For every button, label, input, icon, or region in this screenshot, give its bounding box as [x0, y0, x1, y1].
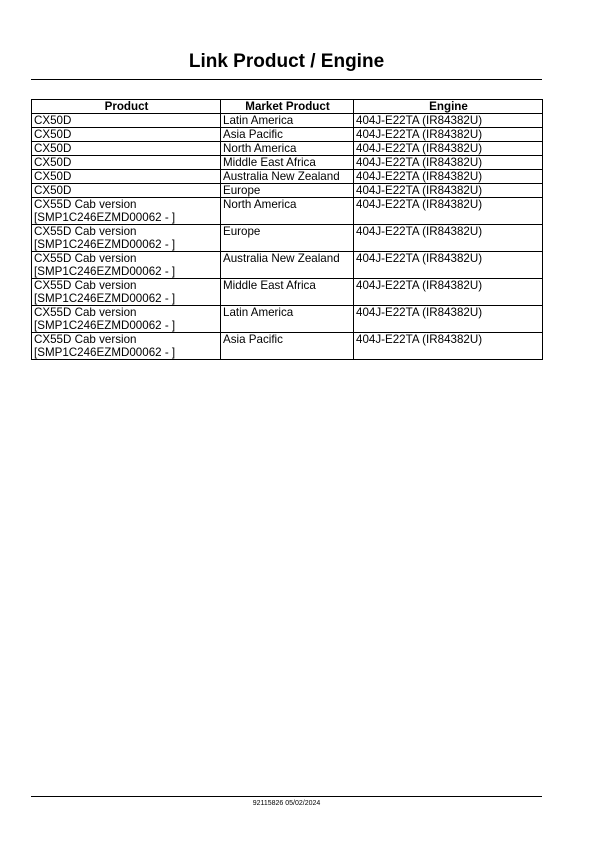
table-row: [32, 142, 543, 156]
table-row: [32, 184, 543, 198]
cell-engine: 404J-E22TA (IR84382U): [354, 333, 543, 360]
cell-product: [32, 333, 221, 360]
cell-product: [32, 279, 221, 306]
product-name: CX50D: [34, 156, 72, 169]
cell-engine: 404J-E22TA (IR84382U): [354, 184, 543, 198]
cell-product: [32, 156, 221, 170]
cell-engine: 404J-E22TA (IR84382U): [354, 198, 543, 225]
cell-engine: 404J-E22TA (IR84382U): [354, 156, 543, 170]
cell-market-product: Middle East Africa: [221, 279, 354, 306]
cell-engine: 404J-E22TA (IR84382U): [354, 225, 543, 252]
product-serial-range: [SMP1C246EZMD00062 - ]: [34, 265, 176, 278]
cell-market-product: Europe: [221, 184, 354, 198]
table-header-row: [32, 100, 543, 114]
cell-market-product: Middle East Africa: [221, 156, 354, 170]
product-name: CX50D: [34, 114, 72, 127]
table-row: [32, 225, 543, 252]
product-name: CX50D: [34, 184, 72, 197]
cell-engine: 404J-E22TA (IR84382U): [354, 252, 543, 279]
cell-product: [32, 142, 221, 156]
product-serial-range: [SMP1C246EZMD00062 - ]: [34, 292, 176, 305]
cell-market-product: Europe: [221, 225, 354, 252]
cell-market-product: Latin America: [221, 306, 354, 333]
cell-engine: 404J-E22TA (IR84382U): [354, 279, 543, 306]
cell-market-product: Australia New Zealand: [221, 170, 354, 184]
table-row: [32, 252, 543, 279]
cell-market-product: Asia Pacific: [221, 128, 354, 142]
table-row: [32, 198, 543, 225]
cell-market-product: Australia New Zealand: [221, 252, 354, 279]
product-name: CX55D Cab version: [34, 225, 137, 238]
page-title: Link Product / Engine: [188, 51, 385, 72]
product-name: CX55D Cab version: [34, 279, 137, 292]
cell-product: [32, 128, 221, 142]
cell-product: [32, 170, 221, 184]
cell-engine: 404J-E22TA (IR84382U): [354, 114, 543, 128]
cell-engine: 404J-E22TA (IR84382U): [354, 306, 543, 333]
product-name: CX50D: [34, 142, 72, 155]
header-product: Product: [32, 100, 221, 114]
footer-divider: [31, 796, 542, 797]
table-row: [32, 114, 543, 128]
footer-doc-id: 92115826 05/02/2024: [252, 800, 321, 807]
cell-market-product: Latin America: [221, 114, 354, 128]
product-engine-table: [31, 99, 543, 360]
header-market-product: Market Product: [221, 100, 354, 114]
cell-market-product: Asia Pacific: [221, 333, 354, 360]
table-row: [32, 170, 543, 184]
cell-product: [32, 252, 221, 279]
product-name: CX55D Cab version: [34, 306, 137, 319]
product-name: CX55D Cab version: [34, 252, 137, 265]
cell-product: [32, 306, 221, 333]
table-row: [32, 306, 543, 333]
product-name: CX55D Cab version: [34, 198, 137, 211]
cell-product: [32, 114, 221, 128]
product-serial-range: [SMP1C246EZMD00062 - ]: [34, 346, 176, 359]
table-row: [32, 156, 543, 170]
product-serial-range: [SMP1C246EZMD00062 - ]: [34, 319, 176, 332]
product-name: CX50D: [34, 170, 72, 183]
cell-product: [32, 198, 221, 225]
product-name: CX50D: [34, 128, 72, 141]
table-row: [32, 128, 543, 142]
product-serial-range: [SMP1C246EZMD00062 - ]: [34, 211, 176, 224]
cell-product: [32, 225, 221, 252]
cell-market-product: North America: [221, 142, 354, 156]
cell-engine: 404J-E22TA (IR84382U): [354, 142, 543, 156]
cell-product: [32, 184, 221, 198]
table-row: [32, 333, 543, 360]
cell-market-product: North America: [221, 198, 354, 225]
header-engine: Engine: [354, 100, 543, 114]
product-serial-range: [SMP1C246EZMD00062 - ]: [34, 238, 176, 251]
title-divider: [31, 79, 542, 80]
table-row: [32, 279, 543, 306]
product-name: CX55D Cab version: [34, 333, 137, 346]
cell-engine: 404J-E22TA (IR84382U): [354, 128, 543, 142]
table-body: [32, 114, 543, 360]
cell-engine: 404J-E22TA (IR84382U): [354, 170, 543, 184]
